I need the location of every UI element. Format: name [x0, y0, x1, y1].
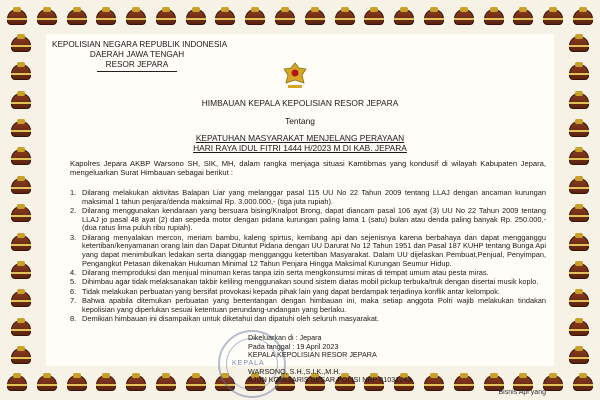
list-item: 6. Tidak melakukan perbuatan yang bersifat provokasi kepada pihak lain yang dapat berdampak terjadinya konflik antar kelompok. [70, 286, 500, 296]
ketupat-ornament-icon [8, 147, 34, 167]
institution-header [52, 40, 228, 72]
ketupat-ornament-icon [93, 7, 119, 27]
ketupat-ornament-icon [451, 373, 477, 393]
ketupat-ornament-icon [566, 261, 592, 281]
ketupat-ornament-icon [566, 289, 592, 309]
ketupat-ornament-icon [123, 373, 149, 393]
letter-subject [46, 133, 554, 153]
border-left [4, 30, 38, 370]
letter-heading: HIMBAUAN KEPALA KEPOLISIAN RESOR JEPARA [201, 98, 399, 108]
header-rule [97, 71, 177, 72]
letter-paper [46, 34, 554, 366]
ketupat-ornament-icon [566, 147, 592, 167]
ketupat-ornament-icon [421, 7, 447, 27]
letter-about: Tentang [285, 116, 315, 126]
header-line-3: RESOR JEPARA [105, 60, 169, 69]
ketupat-ornament-icon [34, 7, 60, 27]
ketupat-ornament-icon [34, 373, 60, 393]
ketupat-ornament-icon [153, 373, 179, 393]
ketupat-ornament-icon [566, 91, 592, 111]
intro-paragraph: Kapolres Jepara AKBP Warsono SH, SIK, MH, dalam rangka menjaga situasi Kamtibmas yang kondusif di wilayah Kabupaten Jepara, mengeluarkan Surat Himbauan sebagai berikut : [70, 159, 546, 177]
signature-block [248, 334, 411, 385]
ketupat-ornament-icon [566, 318, 592, 338]
ketupat-ornament-icon [566, 233, 592, 253]
ketupat-ornament-icon [93, 373, 119, 393]
ketupat-ornament-icon [566, 204, 592, 224]
ketupat-ornament-icon [8, 261, 34, 281]
ketupat-ornament-icon [272, 7, 298, 27]
signature-place: Dikeluarkan di : Jepara [248, 333, 322, 342]
list-item: 8. Demikian himbauan ini disampaikan untuk diketahui dan dipatuhi oleh seluruh masyarakat. [70, 314, 380, 323]
ketupat-ornament-icon [242, 7, 268, 27]
ketupat-ornament-icon [566, 346, 592, 366]
ketupat-ornament-icon [8, 176, 34, 196]
list-item: 7. Bahwa apabila ditemukan perbuatan yang bertentangan dengan himbauan ini, maka setiap anggota Polri wajib melakukan tindakan kepolisian yang diperlukan sesuai ketentuan perundang-undangan yang berlaku. [70, 296, 546, 314]
ketupat-ornament-icon [8, 318, 34, 338]
ketupat-ornament-icon [566, 176, 592, 196]
ketupat-ornament-icon [64, 373, 90, 393]
police-emblem-icon [282, 62, 308, 92]
ketupat-ornament-icon [4, 373, 30, 393]
signature-rank: AJUN KOMISARIS BESAR POLISI NRP 81031243 [248, 375, 412, 385]
ketupat-ornament-icon [421, 373, 447, 393]
directive-list [70, 189, 546, 324]
ketupat-ornament-icon [566, 34, 592, 54]
ketupat-ornament-icon [361, 7, 387, 27]
ketupat-ornament-icon [566, 62, 592, 82]
ketupat-ornament-icon [183, 373, 209, 393]
ketupat-ornament-icon [4, 7, 30, 27]
signature-date: Pada tanggal : 19 April 2023 [248, 341, 339, 351]
ketupat-ornament-icon [481, 7, 507, 27]
ketupat-ornament-icon [64, 7, 90, 27]
watermark-text: Bisnis Api yang [498, 389, 546, 396]
ketupat-ornament-icon [8, 289, 34, 309]
ketupat-ornament-icon [8, 233, 34, 253]
ketupat-ornament-icon [8, 204, 34, 224]
subject-line-2: HARI RAYA IDUL FITRI 1444 H/2023 M DI KAB. JEPARA [193, 143, 407, 153]
ketupat-ornament-icon [540, 7, 566, 27]
border-top [0, 2, 600, 32]
signature-name: WARSONO, S.H.,S.I.K.,M.H. [248, 366, 341, 376]
ketupat-ornament-icon [566, 119, 592, 139]
ketupat-ornament-icon [123, 7, 149, 27]
list-item: 5. Dihimbau agar tidak melaksanakan takbir keliling menggunakan sound sistem diatas mobil pickup terbuka/truk dengan disertai musik koplo. [70, 277, 539, 287]
list-item: 1. Dilarang melakukan aktivitas Balapan Liar yang melanggar pasal 115 UU No 22 Tahun 2009 tentang LLAJ dengan ancaman kurungan maksimal 1 tahun penjara/denda maksimal Rp. 3.000.000,- (tiga juta rupiah). [70, 188, 546, 206]
ketupat-ornament-icon [212, 7, 238, 27]
ketupat-ornament-icon [8, 346, 34, 366]
list-item: 2. Dilarang menggunakan kendaraan yang bersuara bising/Knalpot Brong, dapat diancam pasal 106 ayat (3) UU No 22 Tahun 2009 tentang LLAJ jo pasal 48 ayat (2) dan sepeda motor dengan pidana kurungan paling lama 1 (satu) bulan atau denda paling banyak Rp. 250.000,- (dua ratus lima puluh ribu rupiah). [70, 206, 546, 233]
ketupat-ornament-icon [8, 119, 34, 139]
ketupat-ornament-icon [8, 34, 34, 54]
ketupat-ornament-icon [570, 7, 596, 27]
signature-office: KEPALA KEPOLISIAN RESOR JEPARA [248, 350, 377, 360]
ketupat-ornament-icon [451, 7, 477, 27]
ketupat-ornament-icon [391, 7, 417, 27]
ketupat-ornament-icon [332, 7, 358, 27]
ketupat-ornament-icon [153, 7, 179, 27]
ketupat-ornament-icon [570, 373, 596, 393]
header-line-2: DAERAH JAWA TENGAH [89, 50, 185, 59]
subject-line-1: KEPATUHAN MASYARAKAT MENJELANG PERAYAAN [195, 133, 405, 143]
ketupat-ornament-icon [302, 7, 328, 27]
list-item: 3. Dilarang menyalakan mercon, meriam bambu, kaleng spirtus, kembang api dan sejenisnya karena berbahaya dan dapat mengganggu ketertiban/kenyamanan orang lain dan Dapat Dituntut Pidana dengan UU Darurat No 12 Tahun 1951 dan Pasal 187 KUHP tentang Bunga Api yang dapat menimbulkan ledakan serta dianggap mengganggu ketertiban Masyarakat. Dalam UU dijelaskan Pembuat,Penjual, Penyimpan, Pengangkut Petasan dikenakan Hukuman Minimal 12 Tahun Penjara Hingga Maksimal Kurungan Seumur Hidup. [70, 232, 546, 268]
ketupat-ornament-icon [8, 62, 34, 82]
ketupat-ornament-icon [183, 7, 209, 27]
ketupat-ornament-icon [510, 7, 536, 27]
border-right [562, 30, 596, 370]
ketupat-ornament-icon [8, 91, 34, 111]
list-item: 4. Dilarang memproduksi dan menjual minuman keras tanpa izin serta mengkonsumsi miras di tempat umum atau pesta miras. [70, 268, 489, 278]
header-line-1: KEPOLISIAN NEGARA REPUBLIK INDONESIA [52, 40, 228, 49]
stamp-label: KEPALA [232, 360, 265, 367]
